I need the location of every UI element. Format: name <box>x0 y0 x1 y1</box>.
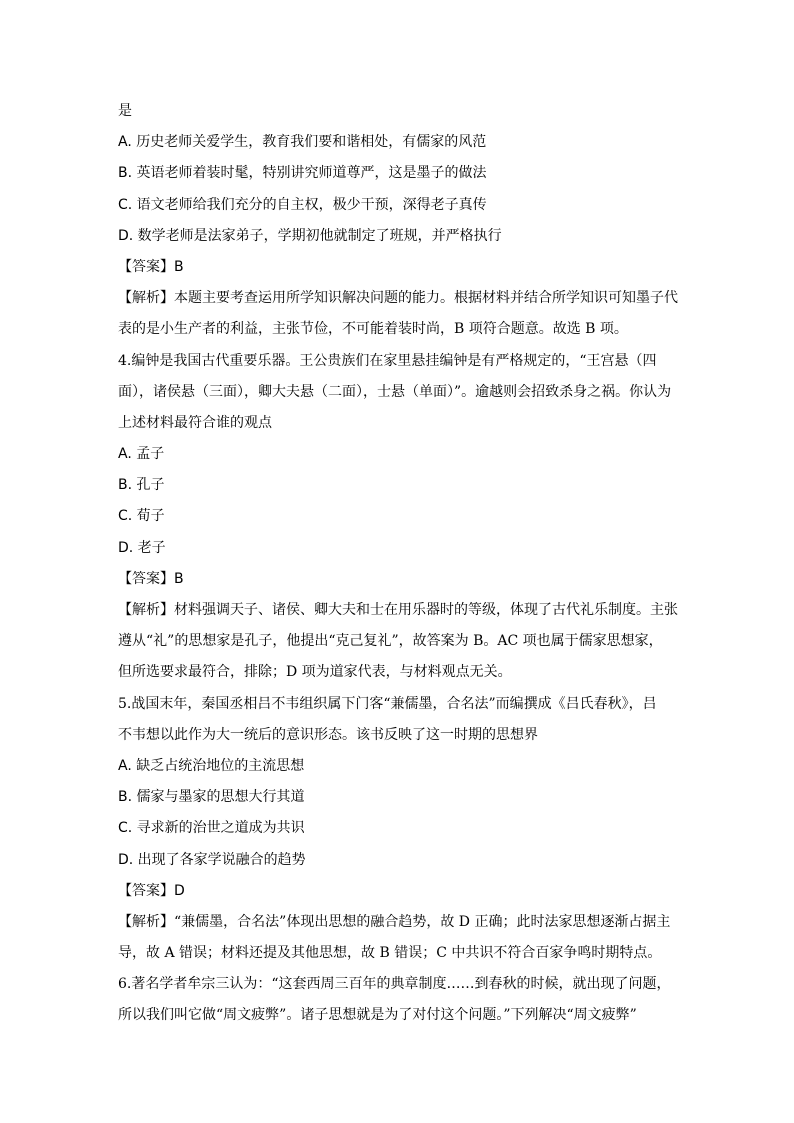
option-line: C. 语文老师给我们充分的自主权，极少干预，深得老子真传 <box>118 196 487 213</box>
question-line: 不韦想以此作为大一统后的意识形态。该书反映了这一时期的思想界 <box>118 726 538 743</box>
question-line: 所以我们叫它做“周文疲弊”。诸子思想就是为了对付这个问题。”下列解决“周文疲弊” <box>118 1007 637 1024</box>
option-line: B. 儒家与墨家的思想大行其道 <box>118 789 305 806</box>
question-line: 面），诸侯悬（三面），卿大夫悬（二面），士悬（单面）”。逾越则会招致杀身之祸。你认为 <box>118 383 672 400</box>
answer-line: 【答案】B <box>118 258 184 275</box>
option-line: A. 孟子 <box>118 446 165 463</box>
option-line: C. 荀子 <box>118 508 165 525</box>
question-line: 6.著名学者牟宗三认为：“这套西周三百年的典章制度……到春秋的时候，就出现了问题， <box>118 976 671 993</box>
analysis-line: 导，故 A 错误；材料还提及其他思想，故 B 错误；C 中共识不符合百家争鸣时期特点。 <box>118 945 662 962</box>
analysis-line: 【解析】“兼儒墨，合名法”体现出思想的融合趋势，故 D 正确；此时法家思想逐渐占据主 <box>118 913 671 930</box>
analysis-line: 【解析】本题主要考查运用所学知识解决问题的能力。根据材料并结合所学知识可知墨子代 <box>118 290 678 307</box>
option-line: A. 历史老师关爱学生，教育我们要和谐相处，有儒家的风范 <box>118 134 487 151</box>
document-page <box>118 101 678 1037</box>
answer-line: 【答案】D <box>118 882 185 899</box>
question-line: 上述材料最符合谁的观点 <box>118 414 272 431</box>
option-line: B. 孔子 <box>118 477 165 494</box>
option-line: C. 寻求新的治世之道成为共识 <box>118 820 305 837</box>
analysis-line: 表的是小生产者的利益，主张节俭，不可能着装时尚，B 项符合题意。故选 B 项。 <box>118 321 628 338</box>
text-line: 是 <box>118 103 132 119</box>
analysis-line: 遵从“礼”的思想家是孔子，他提出“克己复礼”，故答案为 B。AC 项也属于儒家思想家， <box>118 633 663 650</box>
option-line: D. 出现了各家学说融合的趋势 <box>118 851 306 868</box>
answer-line: 【答案】B <box>118 570 184 587</box>
option-line: B. 英语老师着装时髦，特别讲究师道尊严，这是墨子的做法 <box>118 165 487 182</box>
question-line: 4.编钟是我国古代重要乐器。王公贵族们在家里悬挂编钟是有严格规定的，“王宫悬（四 <box>118 352 657 369</box>
question-line: 5.战国末年，秦国丞相吕不韦组织属下门客“兼儒墨，合名法”而编撰成《吕氏春秋》，吕 <box>118 695 657 712</box>
option-line: D. 数学老师是法家弟子，学期初他就制定了班规，并严格执行 <box>118 227 502 244</box>
analysis-line: 但所选要求最符合，排除；D 项为道家代表，与材料观点无关。 <box>118 664 512 681</box>
option-line: D. 老子 <box>118 539 166 556</box>
analysis-line: 【解析】材料强调天子、诸侯、卿大夫和士在用乐器时的等级，体现了古代礼乐制度。主张 <box>118 602 678 618</box>
option-line: A. 缺乏占统治地位的主流思想 <box>118 757 305 774</box>
